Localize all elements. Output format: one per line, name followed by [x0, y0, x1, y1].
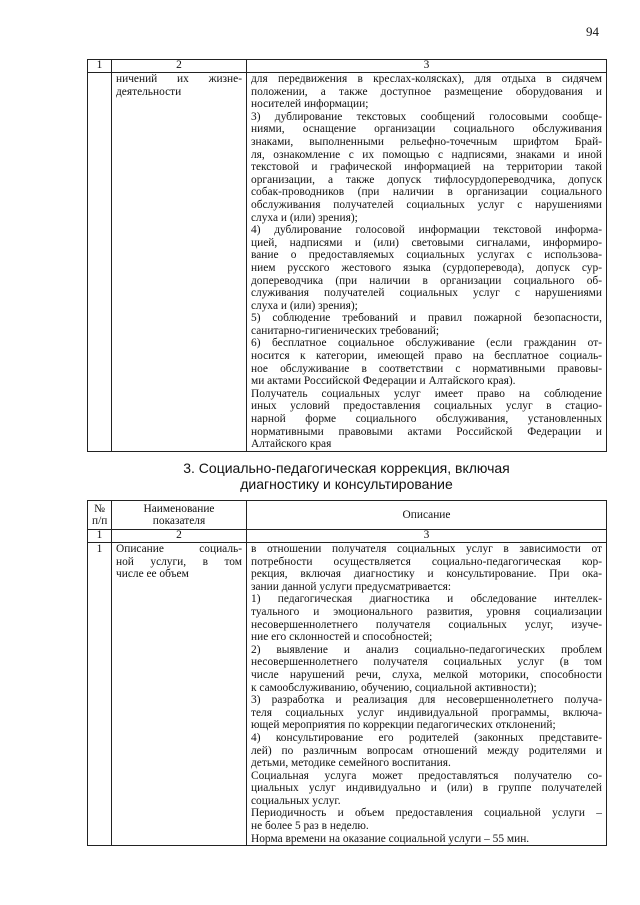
- text-line: Норма времени на оказание социальной услуги – 55 мин.: [251, 832, 530, 845]
- text-line: туального и эмоционального развития, уровня социализации: [251, 605, 602, 618]
- text-line: несовершеннолетнего получателя социальных услуг, изуче-: [251, 618, 602, 631]
- text-line: носится к категории, имеющей право на бесплатное социаль-: [251, 350, 602, 363]
- text-line: теля социальных услуг индивидуальной программы, включа-: [251, 706, 602, 719]
- text-line: ниями, оснащение организации социального обслуживания: [251, 123, 602, 136]
- text-line: зании данной услуги предусматривается:: [251, 580, 452, 593]
- text-line: служивания получателей социальных услуг с нарушениями: [251, 287, 602, 300]
- text-line: детьми, методике семейного воспитания.: [251, 757, 451, 770]
- header-number: [88, 501, 112, 530]
- text-line: Описание социаль-: [116, 543, 242, 555]
- text-line: ное обслуживание в соответствии с нормативными правовы-: [251, 362, 602, 375]
- text-line: Периодичность и объем предоставления социальной услуги –: [251, 807, 602, 820]
- text-line: ние его склонностей и способностей;: [251, 631, 433, 644]
- table-continued: [87, 59, 607, 452]
- text-line: в отношении получателя социальных услуг в зависимости от: [251, 543, 602, 555]
- text-line: текстовой и графической информацией на территории такой: [251, 161, 602, 174]
- table-header-numbers: [88, 60, 607, 73]
- text-line: 4) консультирование его родителей (законных представите-: [251, 731, 602, 744]
- header-description: Описание: [247, 501, 607, 530]
- text-line: рекция, включая диагностику и консультирование. При ока-: [251, 568, 602, 581]
- col-number-3: 3: [247, 530, 607, 543]
- col-number-3: 3: [247, 60, 607, 73]
- text-line: деятельности: [116, 85, 182, 98]
- header-indicator-line1: Наименование: [143, 503, 215, 515]
- text-line: к самообслуживанию, обучению, социальной активности);: [251, 681, 537, 694]
- indicator-cell: [112, 73, 247, 452]
- header-number-line2: п/п: [92, 515, 108, 527]
- text-line: слуха и (или) зрения);: [251, 299, 358, 312]
- text-line: нарной форме социального обслуживания, установленных: [251, 413, 602, 426]
- text-line: ничений их жизне-: [116, 73, 242, 85]
- header-number-line1: №: [94, 503, 105, 515]
- col-number-2: 2: [112, 60, 247, 73]
- section-heading-line1: 3. Социально-педагогическая коррекция, включая: [183, 460, 510, 476]
- page-number: 94: [586, 24, 599, 39]
- row-number-cell: [88, 73, 112, 452]
- text-line: 4) дублирование голосовой информации текстовой информа-: [251, 224, 602, 237]
- col-number-2: 2: [112, 530, 247, 543]
- text-line: нормативными правовыми актами Российской Федерации и: [251, 425, 602, 438]
- text-line: ющей мероприятия по коррекции педагогических отклонений;: [251, 719, 556, 732]
- text-line: ми актами Российской Федерации и Алтайского края).: [251, 375, 516, 388]
- text-line: социальных услуг.: [251, 794, 341, 807]
- text-line: иных условий предоставления социальных услуг в стацио-: [251, 400, 602, 413]
- text-line: лей) по различным вопросам отношений между родителями и: [251, 744, 602, 757]
- text-line: не более 5 раз в неделю.: [251, 820, 369, 833]
- text-line: потребности осуществляется социально-педагогическая кор-: [251, 555, 602, 568]
- text-line: обслуживания получателей социальных услуг с нарушениями: [251, 198, 602, 211]
- text-line: Получатель социальных услуг имеет право на соблюдение: [251, 387, 602, 400]
- header-indicator-line2: показателя: [152, 515, 206, 527]
- text-line: ной услуги, в том: [116, 555, 242, 568]
- section-heading-line2: диагностику и консультирование: [240, 476, 453, 492]
- text-line: числе ее объем: [116, 568, 189, 581]
- col-number-1: 1: [88, 60, 112, 73]
- text-line: 2) выявление и анализ социально-педагогических проблем: [251, 643, 602, 656]
- text-line: допереводчика (при наличии в организации социального об-: [251, 274, 602, 287]
- text-line: нием русского жестового языка (сурдоперевода), допуск сур-: [251, 261, 602, 274]
- text-line: носителей информации;: [251, 98, 369, 111]
- text-line: числе нарушений речи, слуха, мелкой моторики, способности: [251, 668, 602, 681]
- text-line: цией, надписями и (или) световыми сигналами, информиро-: [251, 236, 602, 249]
- text-line: Алтайского края: [251, 438, 332, 451]
- text-line: ля, ознакомление с их помощью с надписями, знаками и иной: [251, 148, 602, 161]
- col-number-1: 1: [88, 530, 112, 543]
- text-line: 3) разработка и реализация для несовершеннолетнего получа-: [251, 694, 602, 707]
- table-row: [88, 73, 607, 452]
- indicator-cell: [112, 543, 247, 846]
- text-line: собак-проводников (при наличии в организации социального: [251, 186, 602, 199]
- header-indicator: [112, 501, 247, 530]
- row-number-cell: 1: [88, 543, 112, 846]
- text-line: 3) дублирование текстовых сообщений голосовыми сообще-: [251, 110, 602, 123]
- text-line: знаками, выполненными рельефно-точечным шрифтом Брай-: [251, 135, 602, 148]
- table-header: [88, 501, 607, 530]
- description-cell: [247, 73, 607, 452]
- text-line: Социальная услуга может предоставляться получателю со-: [251, 769, 602, 782]
- text-line: циальных услуг индивидуально и (или) в группе получателей: [251, 782, 602, 795]
- service-table: [87, 500, 607, 846]
- text-line: слуха и (или) зрения);: [251, 211, 358, 224]
- section-heading: [87, 460, 606, 492]
- text-line: 6) бесплатное социальное обслуживание (если гражданин от-: [251, 337, 602, 350]
- text-line: вание о предоставляемых социальных услугах с использова-: [251, 249, 602, 262]
- text-line: санитарно-гигиенических требований;: [251, 324, 440, 337]
- text-line: 1) педагогическая диагностика и обследование интеллек-: [251, 593, 602, 606]
- text-line: для передвижения в креслах-колясках), для отдыха в сидячем: [251, 73, 602, 85]
- table-header-numbers: [88, 530, 607, 543]
- text-line: несовершеннолетнего получателя социальных услуг (в том: [251, 656, 602, 669]
- text-line: положении, а также доступное размещение оборудования и: [251, 85, 602, 98]
- table-row: [88, 543, 607, 846]
- description-cell: [247, 543, 607, 846]
- text-line: 5) соблюдение требований и правил пожарной безопасности,: [251, 312, 602, 325]
- text-line: организации, а также допуск тифлосурдопереводчика, допуск: [251, 173, 602, 186]
